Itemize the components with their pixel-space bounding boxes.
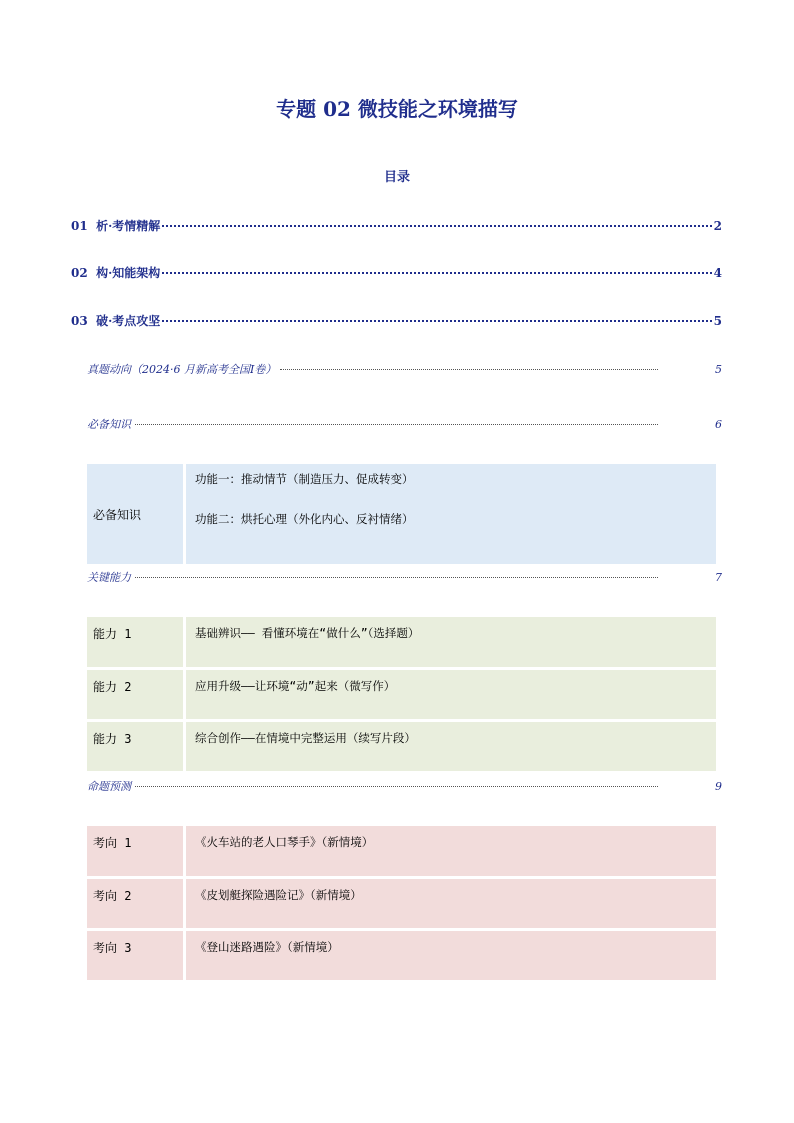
toc-entry-page: 2 [713,219,722,233]
row-label: 考向 1 [87,826,183,876]
table-row [87,464,716,564]
toc-entry-page: 4 [713,266,722,280]
toc-entry-number: 02 [71,266,88,280]
row-content: 《登山迷路遇险》（新情境） [186,931,716,980]
row-label: 能力 2 [87,670,183,719]
toc-entry-page: 5 [713,314,722,328]
toc-sub-entry-knowledge[interactable] [87,416,722,432]
toc-sub-page: 7 [715,571,722,584]
row-label: 必备知识 [87,464,183,564]
toc-heading: 目录 [383,170,410,185]
table-row [87,826,716,876]
toc-sub-label: 关键能力 [87,571,131,584]
toc-entry-label: 析·考情精解 [96,219,161,233]
toc-entry-label: 破·考点攻坚 [96,314,161,328]
dot-leader [135,577,658,578]
row-label: 考向 2 [87,879,183,928]
knowledge-item: 功能二：烘托心理（外化内心、反衬情绪） [195,512,414,526]
dot-leader [135,424,658,425]
toc-entry-number: 03 [71,314,88,328]
table-row [87,722,716,771]
toc-sub-label: 命题预测 [87,780,131,793]
knowledge-table [87,464,716,567]
dot-leader [162,272,711,274]
toc-sub-entry-prediction[interactable] [87,778,722,794]
row-content [186,464,716,564]
toc-sub-page: 5 [715,363,722,376]
table-row [87,617,716,667]
toc-sub-label: 真题动向（2024·6 月新高考全国Ⅰ卷） [87,363,277,376]
toc-entry-label: 构·知能架构 [96,266,161,280]
dot-leader [162,225,711,227]
row-label: 考向 3 [87,931,183,980]
toc-sub-label: 必备知识 [87,418,131,431]
table-row [87,879,716,928]
row-content: 综合创作——在情境中完整运用（续写片段） [186,722,716,771]
toc-entry-number: 01 [71,219,88,233]
row-content: 基础辨识—— 看懂环境在“做什么”（选择题） [186,617,716,667]
toc-sub-entry-ability[interactable] [87,569,722,585]
dot-leader [280,369,658,370]
table-row [87,931,716,980]
toc-entry-02[interactable] [71,264,722,281]
toc-sub-page: 6 [715,418,722,431]
ability-table [87,617,716,774]
row-content: 应用升级——让环境“动”起来（微写作） [186,670,716,719]
toc-sub-page: 9 [715,780,722,793]
row-label: 能力 3 [87,722,183,771]
document-title: 专题 02 微技能之环境描写 [276,97,518,121]
row-label: 能力 1 [87,617,183,667]
toc-entry-03[interactable] [71,312,722,329]
dot-leader [162,320,711,322]
toc-entry-01[interactable] [71,217,722,234]
dot-leader [135,786,658,787]
row-content: 《火车站的老人口琴手》（新情境） [186,826,716,876]
row-content: 《皮划艇探险遇险记》（新情境） [186,879,716,928]
table-row [87,670,716,719]
knowledge-item: 功能一：推动情节（制造压力、促成转变） [195,472,414,486]
prediction-table [87,826,716,983]
toc-sub-entry-exam-trend[interactable] [87,361,722,377]
